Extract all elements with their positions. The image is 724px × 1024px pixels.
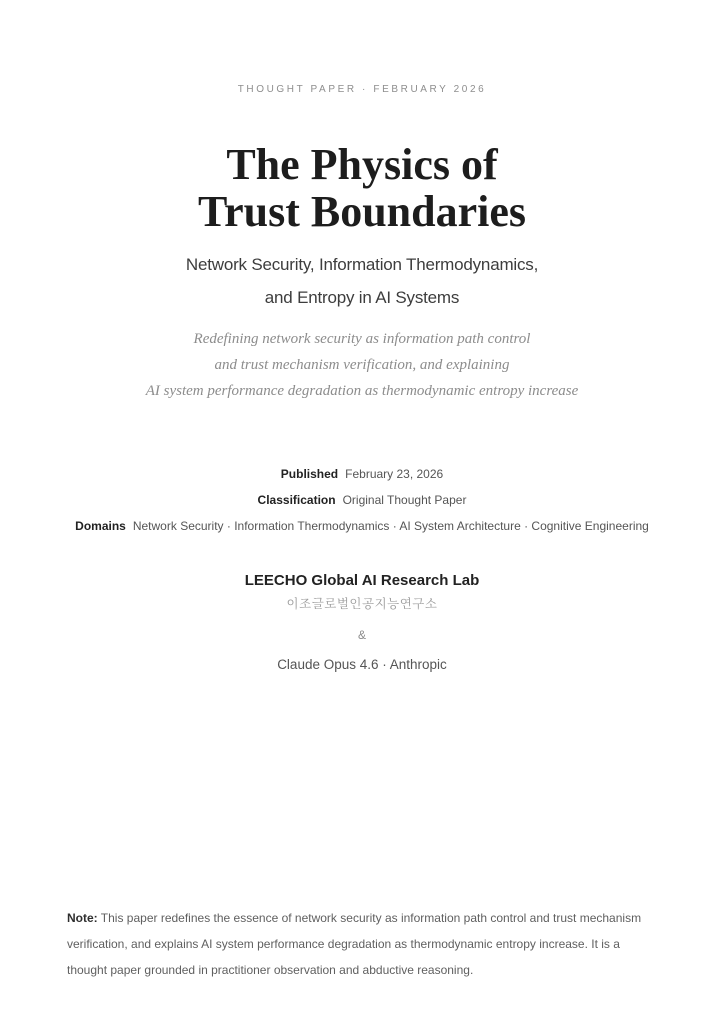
paper-subtitle-line-2: and Entropy in AI Systems (264, 288, 460, 307)
paper-title-line-2: Trust Boundaries (197, 187, 527, 236)
meta-row-domains (0, 513, 724, 539)
meta-label-published: Published (280, 467, 339, 481)
paper-tagline-line-3: AI system performance degradation as thermodynamic entropy increase (145, 383, 579, 399)
footnote-label: Note: (67, 911, 98, 925)
footnote (67, 905, 659, 983)
meta-row-published (0, 461, 724, 487)
paper-title (0, 141, 724, 235)
authors-block (0, 571, 724, 675)
paper-subtitle-line-1: Network Security, Information Thermodynamics, (185, 255, 539, 274)
paper-tagline (0, 326, 724, 404)
meta-row-classification (0, 487, 724, 513)
lab-name: LEECHO Global AI Research Lab (244, 572, 480, 589)
metadata-list (0, 461, 724, 539)
eyebrow-label: THOUGHT PAPER · FEBRUARY 2026 (237, 84, 487, 95)
footnote-text: This paper redefines the essence of network security as information path control and trust mechanism verification, and explains AI system performance degradation as thermodynamic entropy increase. It is a thought paper grounded in practitioner observation and abductive reasoning. (67, 911, 642, 977)
meta-label-classification: Classification (257, 493, 336, 507)
meta-value-domains: Network Security · Information Thermodynamics · AI System Architecture · Cognitive Engineering (132, 519, 649, 533)
paper-tagline-line-1: Redefining network security as information path control (193, 331, 531, 347)
meta-label-domains: Domains (75, 519, 126, 533)
ampersand-separator: & (357, 628, 366, 642)
model-credit: Claude Opus 4.6 · Anthropic (277, 657, 447, 672)
meta-value-classification: Original Thought Paper (342, 493, 467, 507)
paper-title-line-1: The Physics of (226, 140, 498, 189)
meta-value-published: February 23, 2026 (345, 467, 444, 481)
paper-subtitle (0, 248, 724, 314)
lab-name-korean: 이조글로벌인공지능연구소 (286, 597, 438, 611)
paper-tagline-line-2: and trust mechanism verification, and explaining (214, 357, 510, 373)
